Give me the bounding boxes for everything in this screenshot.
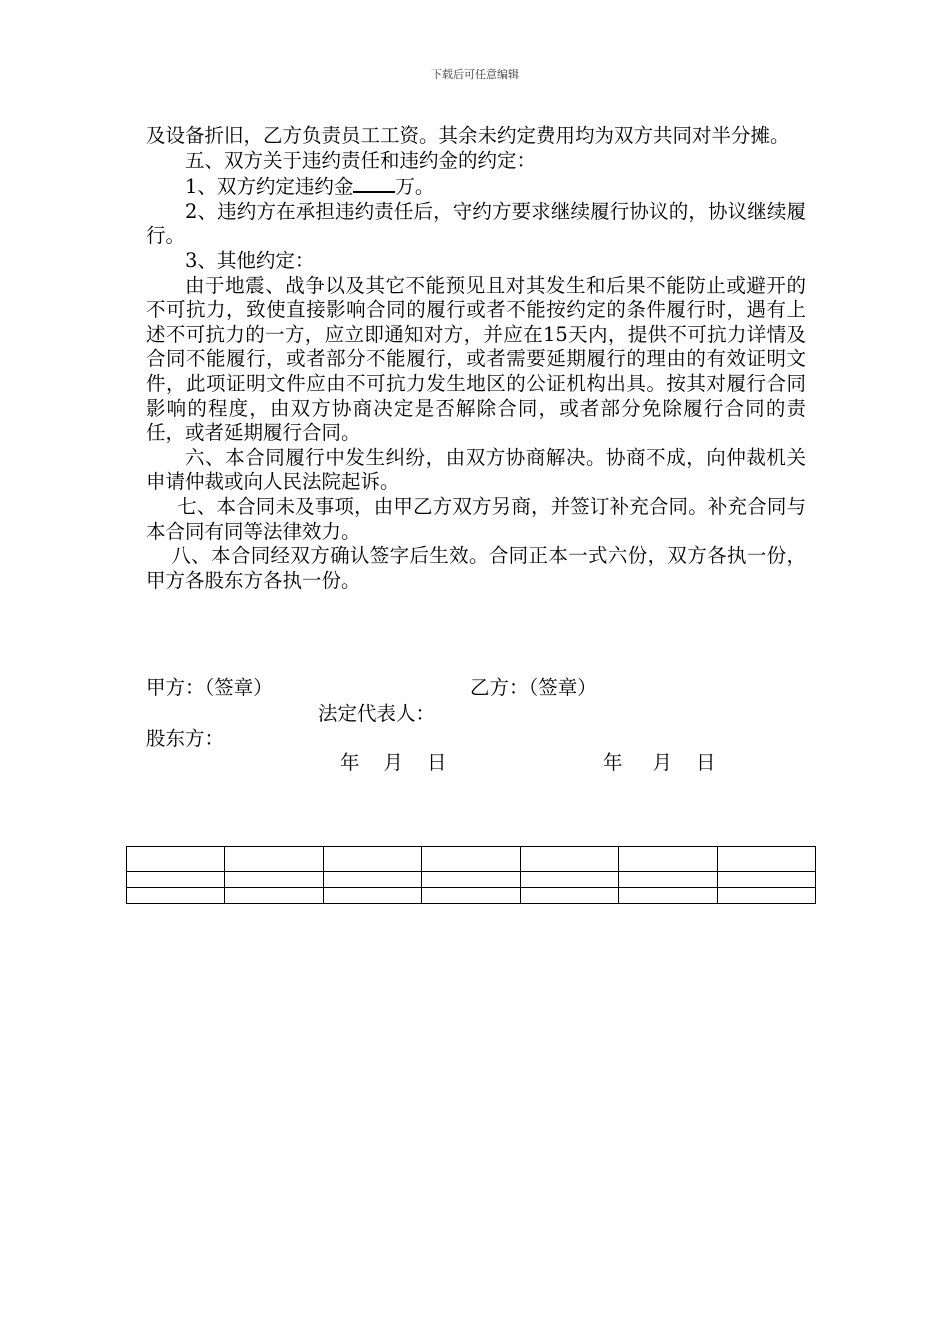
paragraph-section-7: 七、本合同未及事项，由甲乙方双方另商，并签订补充合同。补充合同与本合同有同等法律效力。 <box>146 494 806 543</box>
contract-body <box>146 124 806 593</box>
date-line-b <box>603 747 716 775</box>
table-cell <box>225 872 323 888</box>
penalty-amount-blank <box>353 173 395 193</box>
paragraph-force-majeure: 由于地震、战争以及其它不能预见且对其发生和后果不能防止或避开的不可抗力，致使直接影响合同的履行或者不能按约定的条件履行时，遇有上述不可抗力的一方，应立即通知对方，并应在15天内，提供不可抗力详情及合同不能履行，或者部分不能履行，或者需要延期履行的理由的有效证明文件，此项证明文件应由不可抗力发生地区的公证机构出具。按其对履行合同影响的程度，由双方协商决定是否解除合同，或者部分免除履行合同的责任，或者延期履行合同。 <box>146 273 806 445</box>
table-cell <box>323 872 421 888</box>
table-cell <box>422 847 520 872</box>
table-cell <box>127 888 225 904</box>
table-cell <box>323 847 421 872</box>
table-cell <box>127 847 225 872</box>
penalty-suffix: 万。 <box>395 175 435 199</box>
table-cell <box>520 872 618 888</box>
day-label: 日 <box>696 751 716 774</box>
penalty-prefix: 1、双方约定违约金 <box>185 175 354 199</box>
page-header: 下载后可任意编辑 <box>431 68 519 81</box>
date-line-a <box>340 747 447 775</box>
table-cell <box>717 847 815 872</box>
paragraph-expenses: 及设备折旧，乙方负责员工工资。其余未约定费用均为双方共同对半分摊。 <box>146 124 790 147</box>
party-b-signature: 乙方：（签章） <box>470 676 597 699</box>
paragraph-other-terms: 3、其他约定： <box>185 248 315 272</box>
year-label: 年 <box>340 751 360 774</box>
table-cell <box>127 872 225 888</box>
table-cell <box>619 847 717 872</box>
day-label: 日 <box>427 751 447 774</box>
shareholder-signature: 股东方： <box>146 727 225 750</box>
table-cell <box>717 888 815 904</box>
table-cell <box>422 872 520 888</box>
table-cell <box>225 847 323 872</box>
paragraph-section-5: 五、双方关于违约责任和违约金的约定： <box>185 148 537 172</box>
table-cell <box>323 888 421 904</box>
table-row <box>127 847 816 872</box>
paragraph-section-6: 六、本合同履行中发生纠纷，由双方协商解决。协商不成，向仲裁机关申请仲裁或向人民法院起诉。 <box>146 445 806 494</box>
month-label: 月 <box>652 751 673 774</box>
table-row <box>127 872 816 888</box>
legal-representative: 法定代表人： <box>318 702 436 725</box>
year-label: 年 <box>603 751 623 774</box>
table-row <box>127 888 816 904</box>
paragraph-continue-performance: 2、违约方在承担违约责任后，守约方要求继续履行协议的，协议继续履行。 <box>146 199 806 248</box>
paragraph-penalty <box>146 173 806 200</box>
paragraph-section-8: 八、本合同经双方确认签字后生效。合同正本一式六份，双方各执一份，甲方各股东方各执一份。 <box>146 544 806 592</box>
table-cell <box>422 888 520 904</box>
blank-table <box>126 846 816 904</box>
month-label: 月 <box>383 751 404 774</box>
party-a-signature: 甲方：（签章） <box>146 676 273 699</box>
table-cell <box>225 888 323 904</box>
table-cell <box>717 872 815 888</box>
table-cell <box>520 888 618 904</box>
table-cell <box>520 847 618 872</box>
table-cell <box>619 888 717 904</box>
table-cell <box>619 872 717 888</box>
